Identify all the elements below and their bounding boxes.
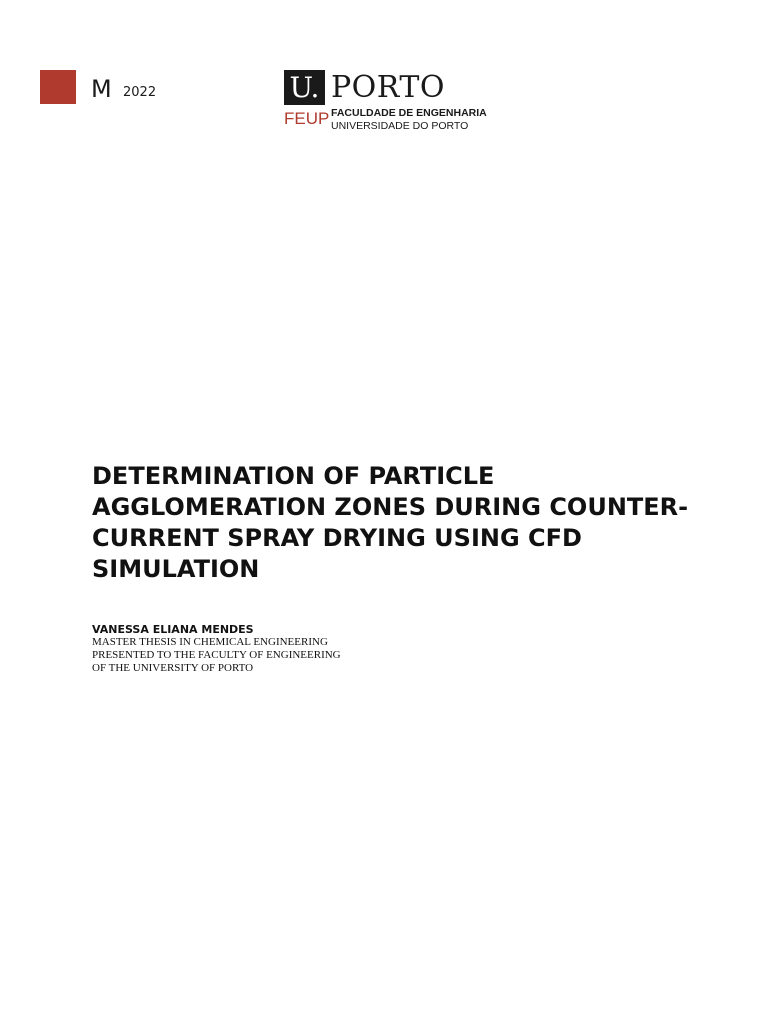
logo-faculdade-text: FACULDADE DE ENGENHARIA: [331, 107, 487, 119]
logo-feup-text: FEUP: [284, 109, 330, 128]
uporto-feup-logo: [284, 70, 504, 134]
logo-porto-text: PORTO: [331, 70, 445, 105]
accent-square: [40, 70, 76, 104]
logo-u-letter: U.: [284, 70, 325, 105]
title-line: DETERMINATION OF PARTICLE: [92, 462, 495, 490]
thesis-description: [92, 636, 341, 675]
title-line: SIMULATION: [92, 555, 260, 583]
document-title: [92, 461, 712, 585]
title-line: CURRENT SPRAY DRYING USING CFD: [92, 524, 582, 552]
title-line: AGGLOMERATION ZONES DURING COUNTER-: [92, 493, 689, 521]
degree-letter: M: [91, 75, 112, 103]
description-line: MASTER THESIS IN CHEMICAL ENGINEERING: [92, 636, 328, 648]
author-name: VANESSA ELIANA MENDES: [92, 623, 254, 636]
year-label: 2022: [123, 85, 157, 100]
description-line: OF THE UNIVERSITY OF PORTO: [92, 662, 254, 674]
logo-universidade-text: UNIVERSIDADE DO PORTO: [331, 120, 469, 132]
description-line: PRESENTED TO THE FACULTY OF ENGINEERING: [92, 649, 341, 661]
